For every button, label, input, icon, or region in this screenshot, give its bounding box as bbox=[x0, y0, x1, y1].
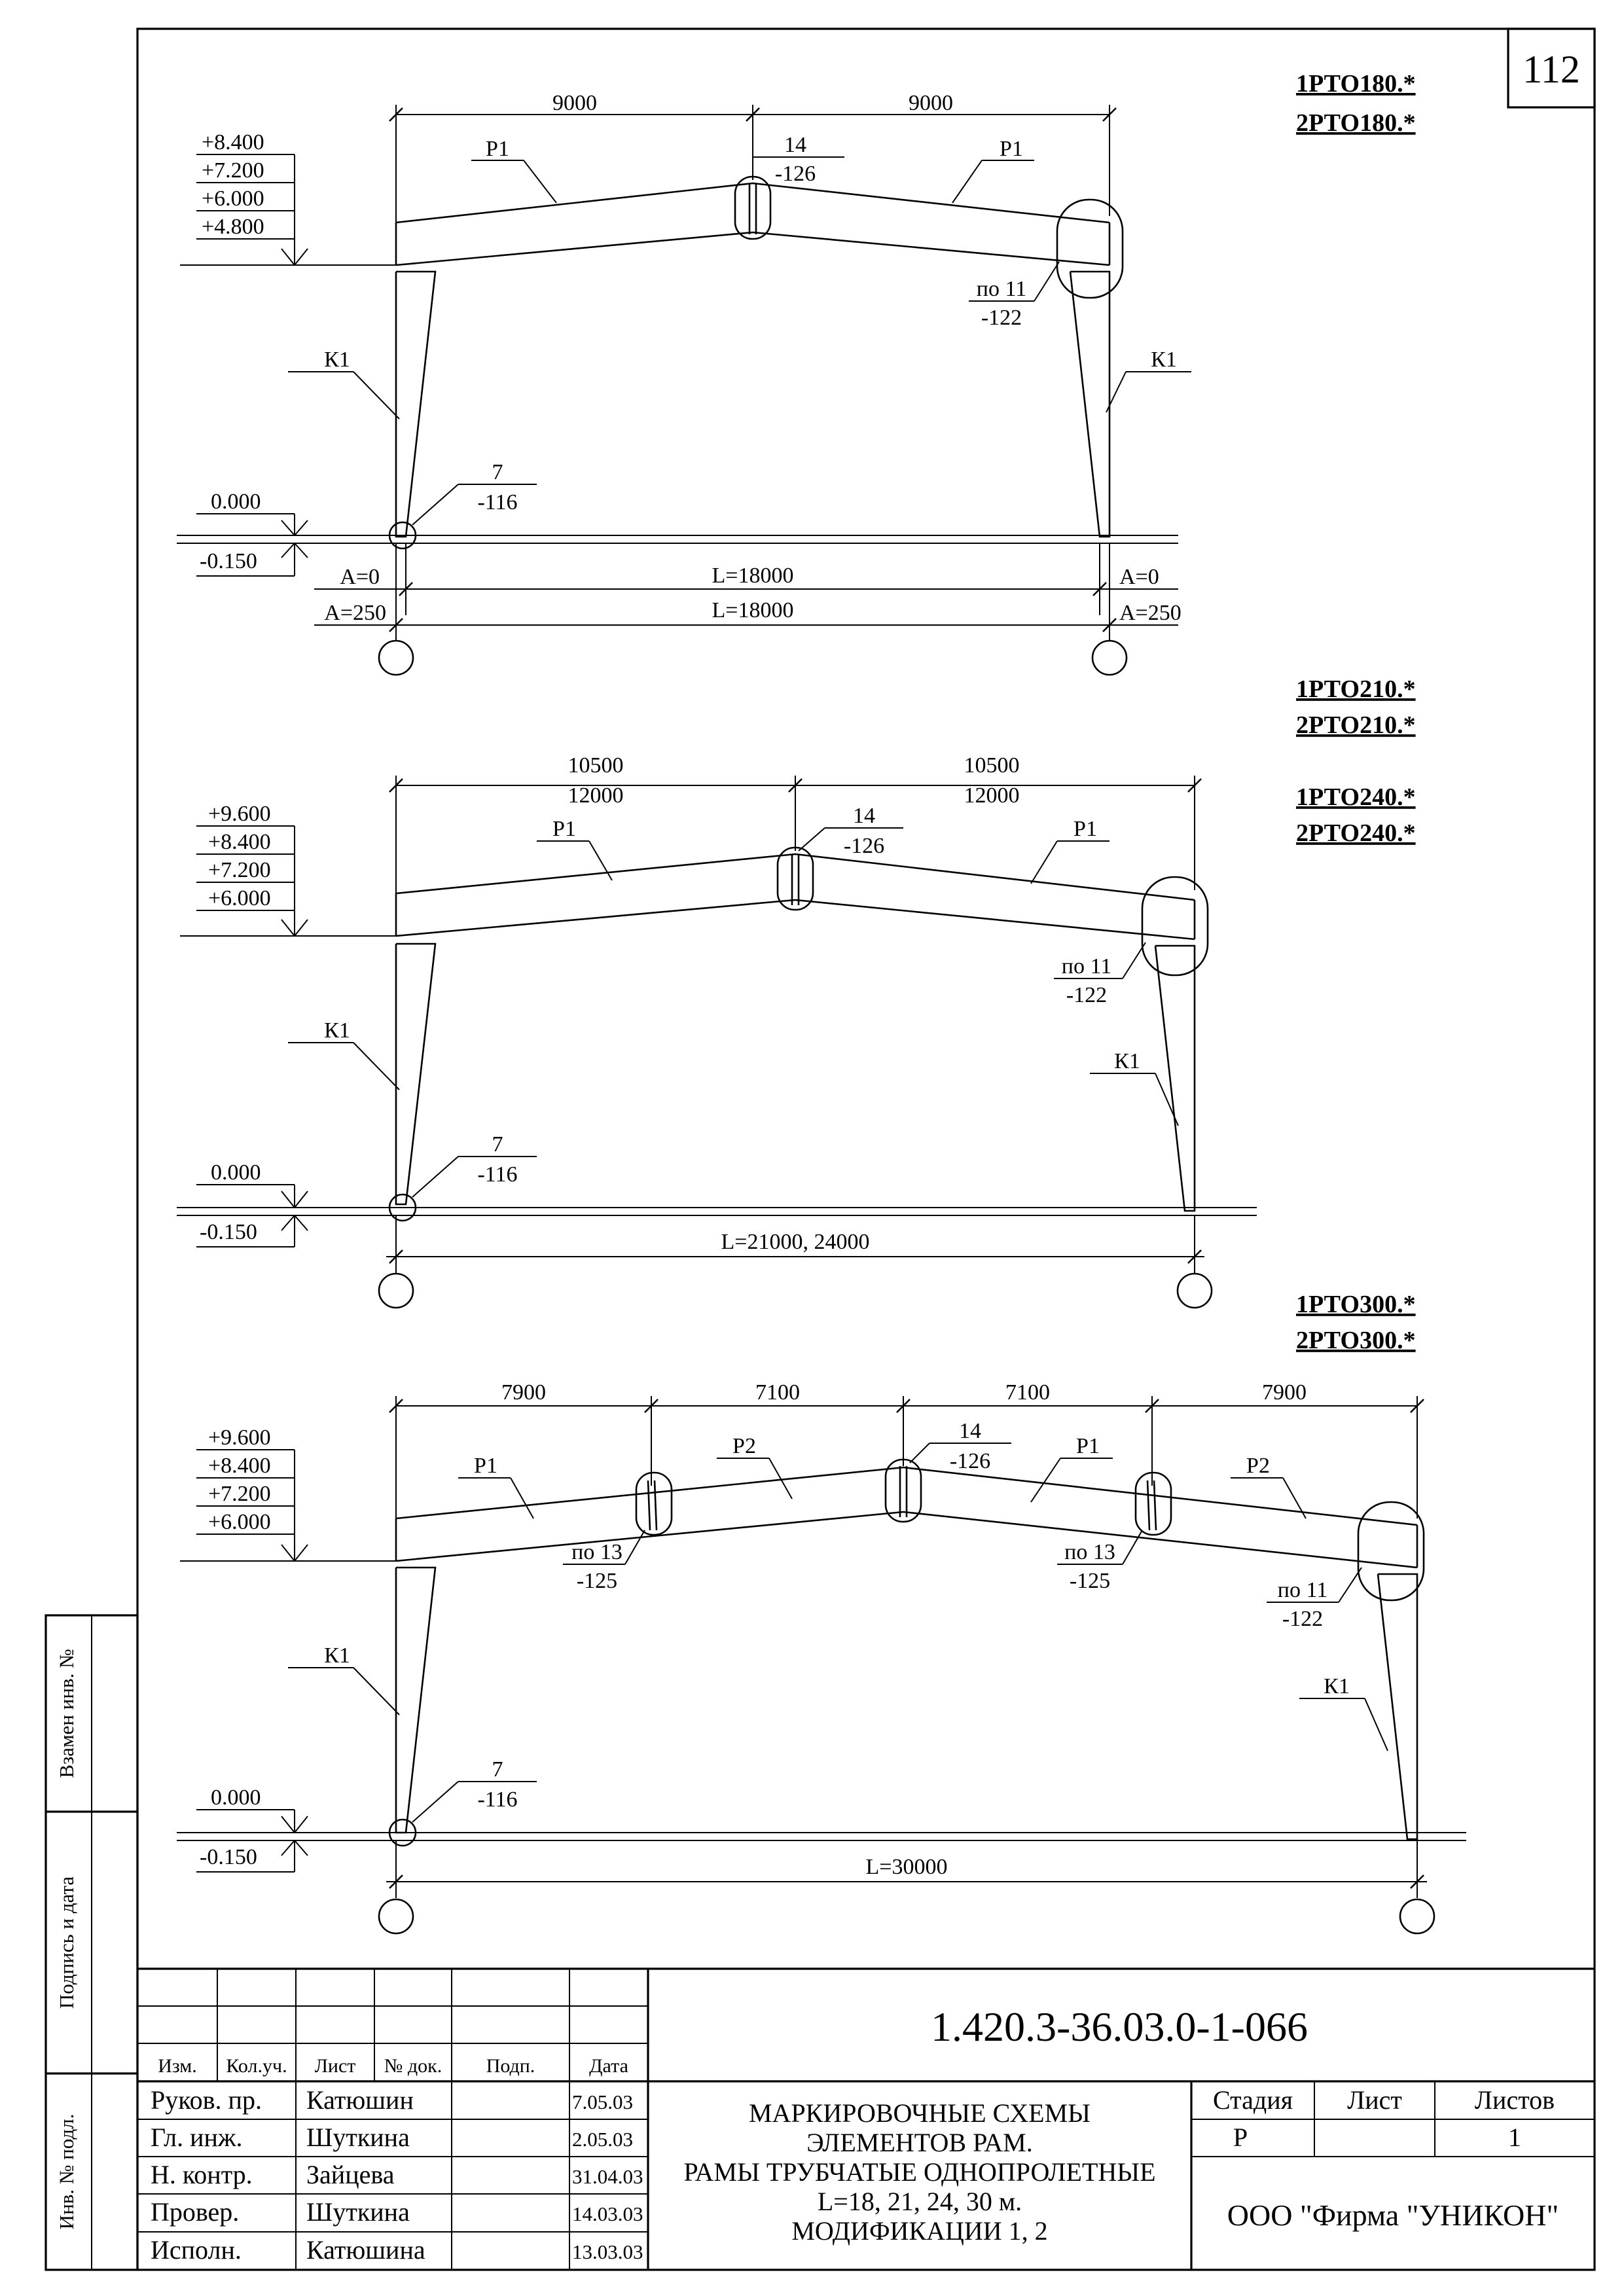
frame3-span-3: 7100 bbox=[1005, 1380, 1050, 1405]
side-stamp-signature: Подпись и дата bbox=[55, 1876, 78, 2009]
frame1-axis-a0-right: А=0 bbox=[1119, 565, 1159, 589]
tb-role-4: Провер. bbox=[151, 2197, 240, 2227]
frame2-span-1b: 12000 bbox=[568, 783, 624, 808]
frame2-eave-node-code: -122 bbox=[1066, 983, 1108, 1007]
frame1-level-stack bbox=[180, 130, 396, 265]
frame2-level-4: +6.000 bbox=[208, 886, 271, 910]
frame3-axis-bubble-left bbox=[379, 1899, 413, 1933]
frame2-mark-2: 2РТО210.* bbox=[1296, 711, 1416, 739]
frame1-beam-1: Р1 bbox=[486, 137, 509, 161]
tb-date-4: 14.03.03 bbox=[572, 2202, 643, 2225]
frame2-beam-1: Р1 bbox=[552, 817, 576, 841]
frame2-ground-0: 0.000 bbox=[211, 1160, 261, 1185]
frame3-ground-0: 0.000 bbox=[211, 1785, 261, 1810]
frame1-ground-neg: -0.150 bbox=[200, 549, 257, 573]
frame3-span-1: 7900 bbox=[501, 1380, 546, 1405]
frame3-ground-neg: -0.150 bbox=[200, 1845, 257, 1869]
frame3-beam-2: Р2 bbox=[732, 1434, 756, 1458]
frame3-span-2: 7100 bbox=[755, 1380, 800, 1405]
frame3-beam-3: Р1 bbox=[1076, 1434, 1100, 1458]
frame-diagram-18 bbox=[177, 70, 1416, 675]
frame2-mark-1: 1РТО210.* bbox=[1296, 675, 1416, 703]
frame2-ridge-node-code: -126 bbox=[843, 834, 885, 858]
frame-diagram-30 bbox=[177, 1291, 1466, 1933]
frame1-axis-bubble-right bbox=[1092, 641, 1127, 675]
tb-doc-code: 1.420.3-36.03.0-1-066 bbox=[931, 2003, 1308, 2050]
frame1-axis-a0-left: А=0 bbox=[340, 565, 380, 589]
frame3-splice-right-label: по 13 bbox=[1064, 1540, 1115, 1564]
frame3-span-total: L=30000 bbox=[865, 1855, 948, 1879]
frame3-level-3: +7.200 bbox=[208, 1482, 271, 1506]
frame2-mark-4: 2РТО240.* bbox=[1296, 819, 1416, 847]
frame3-ridge-node-num: 14 bbox=[959, 1419, 981, 1443]
side-stamp-replaces: Взамен инв. № bbox=[55, 1649, 78, 1778]
frame1-span-1: 9000 bbox=[552, 91, 597, 115]
tb-header-izm: Изм. bbox=[158, 2055, 197, 2077]
frame2-span-1a: 10500 bbox=[568, 753, 624, 778]
frame3-mark-2: 2РТО300.* bbox=[1296, 1327, 1416, 1354]
tb-header-doc: № док. bbox=[384, 2055, 442, 2077]
frame2-beam-2: Р1 bbox=[1074, 817, 1097, 841]
frame-diagram-21-24 bbox=[177, 675, 1416, 1308]
frame2-ground-neg: -0.150 bbox=[200, 1220, 257, 1244]
frame3-axis-bubble-right bbox=[1400, 1899, 1434, 1933]
tb-date-2: 2.05.03 bbox=[572, 2128, 633, 2151]
frame3-base-node-code: -116 bbox=[477, 1787, 518, 1812]
frame3-mark-1: 1РТО300.* bbox=[1296, 1291, 1416, 1318]
frame3-eave-node-label: по 11 bbox=[1277, 1578, 1328, 1602]
tb-name-1: Катюшин bbox=[306, 2085, 414, 2115]
frame2-span-2a: 10500 bbox=[964, 753, 1020, 778]
frame1-level-4: +4.800 bbox=[202, 215, 264, 239]
tb-role-2: Гл. инж. bbox=[151, 2123, 243, 2152]
frame1-span-total-1: L=18000 bbox=[712, 564, 794, 588]
frame1-span-total-2: L=18000 bbox=[712, 598, 794, 622]
frame2-base-node-num: 7 bbox=[492, 1132, 503, 1157]
tb-title-line-2: ЭЛЕМЕНТОВ РАМ. bbox=[806, 2128, 1033, 2157]
tb-header-sign: Подп. bbox=[486, 2055, 535, 2077]
frame2-level-stack bbox=[180, 802, 396, 936]
tb-header-date: Дата bbox=[589, 2055, 628, 2077]
tb-name-3: Зайцева bbox=[306, 2160, 395, 2189]
tb-role-1: Руков. пр. bbox=[151, 2085, 262, 2115]
tb-name-4: Шуткина bbox=[306, 2197, 410, 2227]
frame1-column-1: К1 bbox=[324, 348, 350, 372]
frame1-column-2: К1 bbox=[1151, 348, 1177, 372]
tb-date-3: 31.04.03 bbox=[572, 2165, 643, 2188]
side-stamp-inventory: Инв. № подл. bbox=[55, 2113, 78, 2230]
frame3-splice-right-code: -125 bbox=[1069, 1569, 1111, 1593]
frame1-ridge-node-code: -126 bbox=[774, 162, 816, 186]
frame1-mark-1: 1РТО180.* bbox=[1296, 70, 1416, 98]
frame2-level-3: +7.200 bbox=[208, 858, 271, 882]
frame1-base-node-code: -116 bbox=[477, 490, 518, 514]
frame1-base-node-num: 7 bbox=[492, 460, 503, 484]
tb-sheet-label: Лист bbox=[1347, 2085, 1402, 2115]
frame1-axis-a250-right: А=250 bbox=[1119, 601, 1182, 625]
frame2-axis-bubble-left bbox=[379, 1274, 413, 1308]
frame1-level-3: +6.000 bbox=[202, 187, 264, 211]
tb-title-line-3: РАМЫ ТРУБЧАТЫЕ ОДНОПРОЛЕТНЫЕ bbox=[683, 2157, 1156, 2187]
frame2-column-2: К1 bbox=[1114, 1049, 1140, 1073]
tb-sheets-label: Листов bbox=[1474, 2085, 1555, 2115]
frame3-column-1: К1 bbox=[324, 1643, 350, 1668]
tb-sheets-value: 1 bbox=[1508, 2123, 1521, 2152]
tb-name-2: Шуткина bbox=[306, 2123, 410, 2152]
frame3-span-4: 7900 bbox=[1262, 1380, 1307, 1405]
frame1-mark-2: 2РТО180.* bbox=[1296, 109, 1416, 137]
frame3-beam-4: Р2 bbox=[1246, 1454, 1270, 1478]
tb-company: ООО "Фирма "УНИКОН" bbox=[1227, 2198, 1559, 2232]
frame1-span-2: 9000 bbox=[909, 91, 953, 115]
sheet-number: 112 bbox=[1523, 48, 1580, 91]
frame3-level-stack bbox=[180, 1426, 396, 1561]
frame3-level-1: +9.600 bbox=[208, 1426, 271, 1450]
tb-role-5: Исполн. bbox=[151, 2235, 242, 2265]
tb-header-list: Лист bbox=[314, 2055, 356, 2077]
frame3-base-node-num: 7 bbox=[492, 1757, 503, 1782]
frame2-level-1: +9.600 bbox=[208, 802, 271, 826]
tb-header-kol: Кол.уч. bbox=[226, 2055, 287, 2077]
frame1-beam-2: Р1 bbox=[1000, 137, 1023, 161]
frame2-base-node-code: -116 bbox=[477, 1162, 518, 1187]
frame3-level-4: +6.000 bbox=[208, 1510, 271, 1534]
frame1-level-1: +8.400 bbox=[202, 130, 264, 154]
frame2-column-1: К1 bbox=[324, 1018, 350, 1043]
frame3-level-2: +8.400 bbox=[208, 1454, 271, 1478]
frame2-span-total: L=21000, 24000 bbox=[721, 1230, 870, 1254]
tb-role-3: Н. контр. bbox=[151, 2160, 253, 2189]
frame2-level-2: +8.400 bbox=[208, 830, 271, 854]
frame3-column-2: К1 bbox=[1324, 1674, 1350, 1698]
frame1-axis-bubble-left bbox=[379, 641, 413, 675]
frame1-eave-node-code: -122 bbox=[981, 306, 1022, 330]
frame2-eave-node-label: по 11 bbox=[1061, 954, 1112, 978]
tb-stage-value: Р bbox=[1233, 2123, 1248, 2152]
title-block bbox=[137, 1969, 1595, 2270]
tb-date-1: 7.05.03 bbox=[572, 2090, 633, 2113]
sheet-frame bbox=[137, 29, 1595, 2270]
frame1-ridge-node-num: 14 bbox=[784, 133, 806, 157]
frame1-eave-node-label: по 11 bbox=[976, 277, 1027, 301]
tb-title-line-5: МОДИФИКАЦИИ 1, 2 bbox=[791, 2216, 1048, 2246]
tb-title-line-1: МАРКИРОВОЧНЫЕ СХЕМЫ bbox=[748, 2098, 1091, 2128]
side-stamp bbox=[46, 1615, 137, 2270]
tb-name-5: Катюшина bbox=[306, 2235, 425, 2265]
frame2-span-2b: 12000 bbox=[964, 783, 1020, 808]
frame3-beam-1: Р1 bbox=[474, 1454, 497, 1478]
frame1-ground-0: 0.000 bbox=[211, 490, 261, 514]
frame3-splice-left-code: -125 bbox=[576, 1569, 618, 1593]
frame2-axis-bubble-right bbox=[1178, 1274, 1212, 1308]
frame1-axis-a250-left: А=250 bbox=[324, 601, 386, 625]
tb-stage-label: Стадия bbox=[1212, 2085, 1293, 2115]
frame2-ridge-node-num: 14 bbox=[853, 804, 875, 828]
frame2-mark-3: 1РТО240.* bbox=[1296, 783, 1416, 811]
frame3-splice-left-label: по 13 bbox=[571, 1540, 623, 1564]
tb-date-5: 13.03.03 bbox=[572, 2240, 643, 2263]
frame1-level-2: +7.200 bbox=[202, 158, 264, 183]
frame3-eave-node-code: -122 bbox=[1282, 1607, 1324, 1631]
frame3-ridge-node-code: -126 bbox=[949, 1449, 991, 1473]
tb-title-line-4: L=18, 21, 24, 30 м. bbox=[817, 2187, 1022, 2216]
